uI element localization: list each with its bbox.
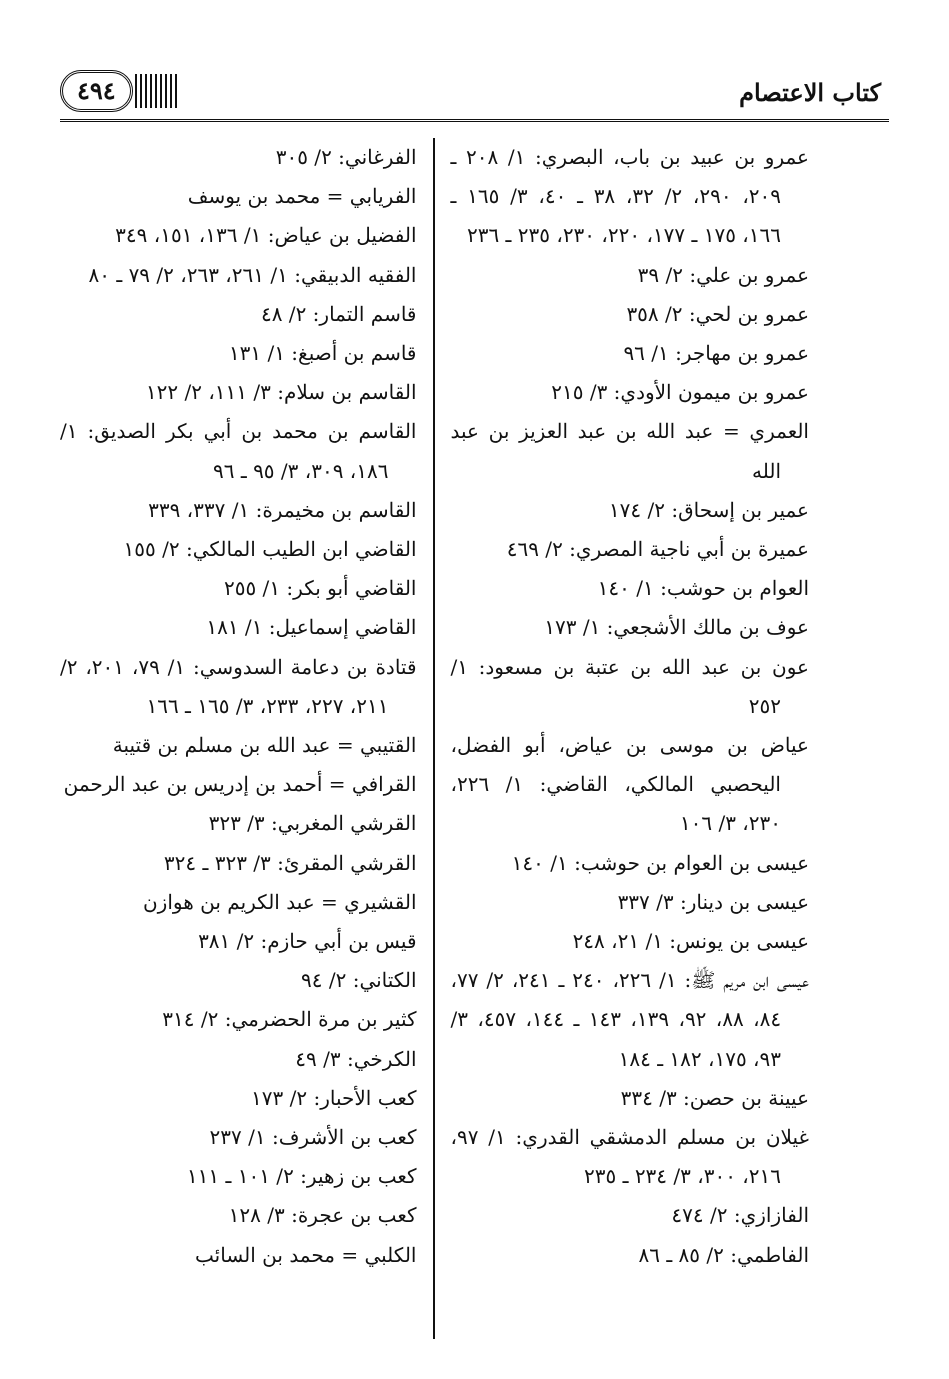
- index-entry: القاضي أبو بكر: ١/ ٢٥٥: [223, 576, 417, 601]
- index-entry: عيسى بن دينار: ٣/ ٣٣٧: [617, 889, 809, 914]
- index-entry: الفضيل بن عياض: ١/ ١٣٦، ١٥١، ٣٤٩: [115, 223, 417, 248]
- index-entry: القاضي إسماعيل: ١/ ١٨١: [206, 615, 417, 640]
- index-entry: عمرو بن عبيد بن باب، البصري: ١/ ٢٠٨ ـ ٢٠٩، ٢٩٠، ٢/ ٣٢، ٣٨ ـ ٤٠، ٣/ ١٦٥ ـ ١٦٦، ١٧٥ ـ ١٧٧، ٢٢٠، ٢٣٠، ٢٣٥ ـ ٢٣٦: [450, 145, 809, 248]
- ornament-bars-icon: [135, 74, 177, 108]
- right-column: [435, 138, 810, 1339]
- index-entry: عمرو بن علي: ٢/ ٣٩: [637, 262, 809, 287]
- index-entry: القاسم بن سلام: ٣/ ١١١، ٢/ ١٢٢: [145, 380, 417, 405]
- index-entry: عياض بن موسى بن عياض، أبو الفضل، اليحصبي المالكي، القاضي: ١/ ٢٢٦، ٢٣٠، ٣/ ١٠٦: [450, 733, 809, 836]
- index-entry: عون بن عبد الله بن عتبة بن مسعود: ١/ ٢٥٢: [450, 654, 809, 718]
- index-entry: عميرة بن أبي ناجية المصري: ٢/ ٤٦٩: [506, 537, 809, 562]
- index-entry: قاسم بن أصبغ: ١/ ١٣١: [228, 341, 417, 366]
- page-number: ٤٩٤: [60, 70, 133, 112]
- index-entry: عيسى بن العوام بن حوشب: ١/ ١٤٠: [511, 850, 809, 875]
- index-entry: العوام بن حوشب: ١/ ١٤٠: [597, 576, 809, 601]
- index-entry: القرشي المقرئ: ٣/ ٣٢٣ ـ ٣٢٤: [163, 850, 417, 875]
- index-entry: كعب الأحبار: ٢/ ١٧٣: [251, 1085, 417, 1110]
- index-entry: عيسى بن يونس: ١/ ٢١، ٢٤٨: [572, 929, 809, 954]
- index-entry: القاسم بن محمد بن أبي بكر الصديق: ١/ ١٨٦، ٣٠٩، ٣/ ٩٥ ـ ٩٦: [60, 419, 417, 483]
- book-title: كتاب الاعتصام: [739, 78, 881, 107]
- index-entry: قيس بن أبي حازم: ٢/ ٣٨١: [198, 929, 417, 954]
- index-entry: القرافي = أحمد بن إدريس بن عبد الرحمن: [63, 772, 417, 797]
- index-entry: الفريابي = محمد بن يوسف: [187, 184, 417, 209]
- index-entry: الفقيه الدبيقي: ١/ ٢٦١، ٢٦٣، ٢/ ٧٩ ـ ٨٠: [88, 262, 417, 287]
- index-entry: عمرو بن ميمون الأودي: ٣/ ٢١٥: [551, 380, 809, 405]
- index-entry: غيلان بن مسلم الدمشقي القدري: ١/ ٩٧، ٢١٦، ٣٠٠، ٣/ ٢٣٤ ـ ٢٣٥: [450, 1125, 809, 1189]
- index-entry: الكتاني: ٢/ ٩٤: [301, 968, 417, 993]
- index-entry: كعب بن عجرة: ٣/ ١٢٨: [228, 1203, 417, 1228]
- index-entry: الكرخي: ٣/ ٤٩: [295, 1046, 417, 1071]
- index-entry: كعب بن الأشرف: ١/ ٢٣٧: [209, 1125, 417, 1150]
- page-header: [60, 64, 889, 122]
- index-entry: كعب بن زهير: ٢/ ١٠١ ـ ١١١: [186, 1164, 417, 1189]
- index-entry: عيينة بن حصن: ٣/ ٣٣٤: [620, 1085, 809, 1110]
- page-number-ornament: [60, 70, 177, 112]
- index-entry: عوف بن مالك الأشجعي: ١/ ١٧٣: [544, 615, 809, 640]
- index-entry: القاضي ابن الطيب المالكي: ٢/ ١٥٥: [123, 537, 417, 562]
- index-entry: عمرو بن مهاجر: ١/ ٩٦: [623, 341, 809, 366]
- index-entry: الكلبي = محمد بن السائب: [195, 1242, 417, 1267]
- index-entry: قاسم التمار: ٢/ ٤٨: [260, 301, 417, 326]
- index-entry: قتادة بن دعامة السدوسي: ١/ ٧٩، ٢٠١، ٢/ ٢١١، ٢٢٧، ٢٣٣، ٣/ ١٦٥ ـ ١٦٦: [60, 654, 417, 718]
- index-entry: الفرغاني: ٢/ ٣٠٥: [275, 145, 417, 169]
- index-entry: كثير بن مرة الحضرمي: ٢/ ٣١٤: [162, 1007, 417, 1032]
- index-entry: الفازازي: ٢/ ٤٧٤: [671, 1203, 809, 1228]
- header-rule: [60, 119, 889, 122]
- left-column: [60, 138, 435, 1339]
- index-columns: [60, 138, 809, 1339]
- index-entry: القشيري = عبد الكريم بن هوازن: [142, 889, 417, 914]
- index-entry: القتيبي = عبد الله بن مسلم بن قتيبة: [112, 733, 417, 758]
- index-entry: الفاطمي: ٢/ ٨٥ ـ ٨٦: [638, 1242, 809, 1267]
- index-entry: القاسم بن مخيمرة: ١/ ٣٣٧، ٣٣٩: [148, 497, 417, 522]
- index-entry: عمير بن إسحاق: ٢/ ١٧٤: [608, 497, 809, 522]
- index-entry: العمري = عبد الله بن عبد العزيز بن عبد الله: [450, 419, 809, 483]
- index-entry: عمرو بن لحي: ٢/ ٣٥٨: [626, 301, 809, 326]
- index-entry: القرشي المغربي: ٣/ ٣٢٣: [208, 811, 417, 836]
- index-entry: عيسى ابن مريم ﷺ: ١/ ٢٢٦، ٢٤٠ ـ ٢٤١، ٢/ ٧٧، ٨٤، ٨٨، ٩٢، ١٣٩، ١٤٣ ـ ١٤٤، ٤٥٧، ٣/ ٩٣، ١٧٥، ١٨٢ ـ ١٨٤: [450, 968, 809, 1071]
